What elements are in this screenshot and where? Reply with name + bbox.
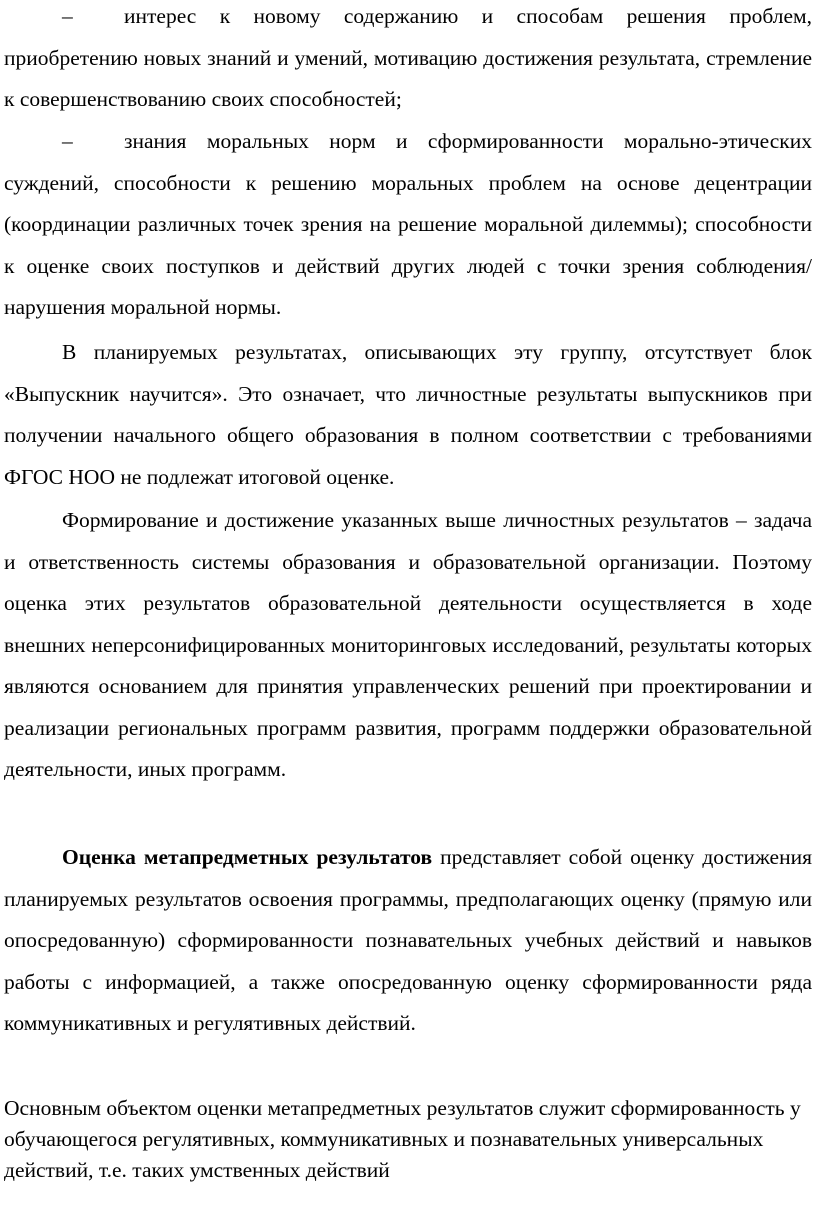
bullet-dash: – (62, 4, 73, 28)
bullet-item-interest (4, 0, 812, 121)
paragraph-planned-results: В планируемых результатах, описывающих эту группу, отсутствует блок «Выпускник научится». Это означает, что личностные результаты выпускников при получении начального общего образования в полном соответствии с требованиями ФГОС НОО не подлежат итоговой оценке. (4, 340, 812, 489)
paragraph-main-object: Основным объектом оценки метапредметных результатов служит сформированность у обучающегося регулятивных, коммуникативных и познавательных универсальных действий, т.е. таких умственных действий (4, 1096, 801, 1182)
bullet-text: знания моральных норм и сформированности морально-этических суждений, способности к решению моральных проблем на основе децентрации (координации различных точек зрения на решение моральной дилеммы); способности к оценке своих поступков и действий других людей с точки зрения соблюдения/нарушения моральной нормы. (4, 129, 812, 319)
bullet-item-moral-norms (4, 121, 812, 329)
paragraph-metasubject-assessment (4, 837, 812, 1045)
bullet-dash: – (62, 129, 73, 153)
bold-heading: Оценка метапредметных результатов (62, 845, 433, 869)
paragraph-text: представляет собой оценку достижения планируемых результатов освоения программы, предполагающих оценку (прямую или опосредованную) сформированности познавательных учебных действий и навыков работы с информацией, а также опосредованную оценку сформированности ряда коммуникативных и регулятивных действий. (4, 845, 812, 1035)
paragraph-formation: Формирование и достижение указанных выше личностных результатов – задача и ответственность системы образования и образовательной организации. Поэтому оценка этих результатов образовательной деятельности осуществляется в ходе внешних неперсонифицированных мониторинговых исследований, результаты которых являются основанием для принятия управленческих решений при проектировании и реализации региональных программ развития, программ поддержки образовательной деятельности, иных программ. (4, 508, 812, 781)
bullet-text: интерес к новому содержанию и способам решения проблем, приобретению новых знаний и умений, мотивацию достижения результата, стремление к совершенствованию своих способностей; (4, 4, 812, 111)
